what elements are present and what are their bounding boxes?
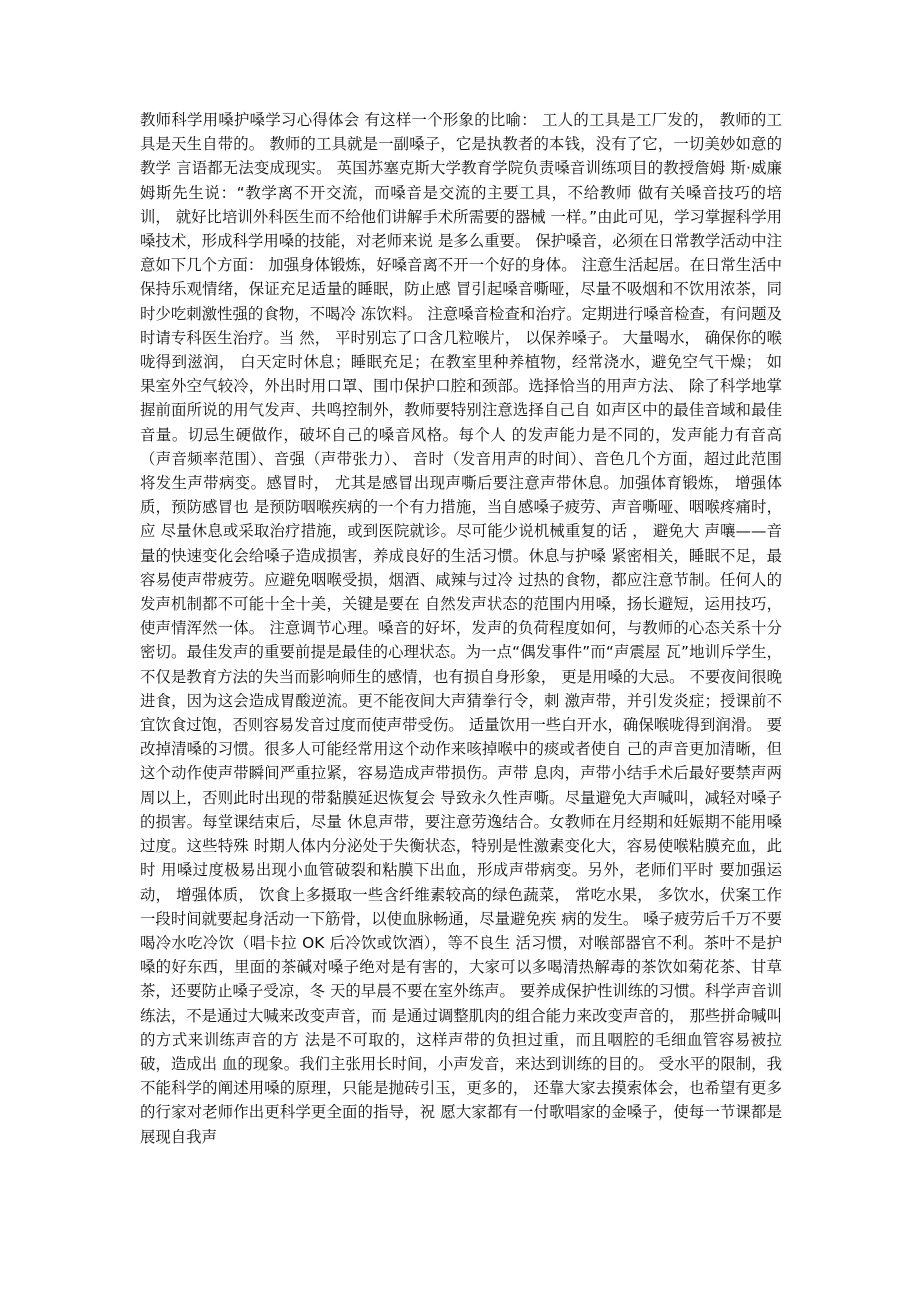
document-body-text: 教师科学用嗓护嗓学习心得体会 有这样一个形象的比喻： 工人的工具是工厂发的， 教师的工具是天生自带的。 教师的工具就是一副嗓子，它是执教者的本钱，没有了它，一切美妙如意的教学 言语都无法变成现实。 英国苏塞克斯大学教育学院负责嗓音训练项目的教授詹姆 斯·威廉姆斯先生说：“教学离不开交流，而嗓音是交流的主要工具，不给教师 做有关嗓音技巧的培训， 就好比培训外科医生而不给他们讲解手术所需要的器械 一样。”由此可见，学习掌握科学用嗓技术，形成科学用嗓的技能，对老师来说 是多么重要。 保护嗓音，必须在日常教学活动中注意如下几个方面： 加强身体锻炼，好嗓音离不开一个好的身体。 注意生活起居。在日常生活中保持乐观情绪，保证充足适量的睡眠，防止感 冒引起嗓音嘶哑，尽量不吸烟和不饮用浓茶，同时少吃刺激性强的食物，不喝冷 冻饮料。 注意嗓音检查和治疗。定期进行嗓音检查，有问题及时请专科医生治疗。当 然， 平时别忘了口含几粒喉片， 以保养嗓子。 大量喝水， 确保你的喉咙得到滋润， 白天定时休息；睡眠充足；在教室里种养植物，经常浇水，避免空气干燥； 如 果室外空气较冷，外出时用口罩、围巾保护口腔和颈部。选择恰当的用声方法、 除了科学地掌握前面所说的用气发声、共鸣控制外，教师要特别注意选择自己自 如声区中的最佳音域和最佳音量。切忌生硬做作，破坏自己的嗓音风格。每个人 的发声能力是不同的，发声能力有音高（声音频率范围）、音强（声带张力）、 音时（发音用声的时间）、音色几个方面，超过此范围将发生声带病变。感冒时， 尤其是感冒出现声嘶后要注意声带休息。加强体育锻炼， 增强体质，预防感冒也 是预防咽喉疾病的一个有力措施，当自感嗓子疲劳、声音嘶哑、咽喉疼痛时，应 尽量休息或采取治疗措施，或到医院就诊。尽可能少说机械重复的话 ， 避免大 声嚷——音量的快速变化会给嗓子造成损害，养成良好的生活习惯。休息与护嗓 紧密相关，睡眠不足，最容易使声带疲劳。应避免咽喉受损，烟酒、咸辣与过冷 过热的食物，都应注意节制。任何人的发声机制都不可能十全十美，关键是要在 自然发声状态的范围内用嗓，扬长避短，运用技巧，使声情浑然一体。 注意调节心理。嗓音的好坏，发声的负荷程度如何，与教师的心态关系十分 密切。最佳发声的重要前提是最佳的心理状态。为一点“偶发事件”而“声震屋 瓦”地训斥学生，不仅是教育方法的失当而影响师生的感情，也有损自身形象， 更是用嗓的大忌。 不要夜间很晚进食，因为这会造成胃酸逆流。更不能夜间大声猜拳行令，刺 激声带，并引发炎症；授课前不宜饮食过饱，否则容易发音过度而使声带受伤。 适量饮用一些白开水，确保喉咙得到润滑。 要改掉清嗓的习惯。很多人可能经常用这个动作来咳掉喉中的痰或者使自 己的声音更加清晰，但这个动作使声带瞬间严重拉紧，容易造成声带损伤。声带 息肉，声带小结手术后最好要禁声两周以上，否则此时出现的带黏膜延迟恢复会 导致永久性声嘶。尽量避免大声喊叫，减轻对嗓子的损害。每堂课结束后，尽量 休息声带，要注意劳逸结合。女教师在月经期和妊娠期不能用嗓过度。这些特殊 时期人体内分泌处于失衡状态，特别是性激素变化大，容易使喉粘膜充血，此时 用嗓过度极易出现小血管破裂和粘膜下出血，形成声带病变。另外，老师们平时 要加强运动， 增强体质， 饮食上多摄取一些含纤维素较高的绿色蔬菜， 常吃水果， 多饮水，伏案工作一段时间就要起身活动一下筋骨，以使血脉畅通，尽量避免疾 病的发生。 嗓子疲劳后千万不要喝冷水吃冷饮（唱卡拉 OK 后冷饮或饮酒），等不良生 活习惯，对喉部器官不利。茶叶不是护嗓的好东西，里面的茶碱对嗓子绝对是有害的，大家可以多喝清热解毒的茶饮如菊花茶、甘草茶，还要防止嗓子受凉，冬 天的早晨不要在室外练声。 要养成保护性训练的习惯。科学声音训练法，不是通过大喊来改变声音，而 是通过调整肌肉的组合能力来改变声音的， 那些拼命喊叫的方式来训练声音的方 法是不可取的，这样声带的负担过重，而且咽腔的毛细血管容易被拉破，造成出 血的现象。我们主张用长时间，小声发音，来达到训练的目的。 受水平的限制，我不能科学的阐述用嗓的原理，只能是抛砖引玉，更多的， 还靠大家去摸索体会，也希望有更多的行家对老师作出更科学更全面的指导，祝 愿大家都有一付歌唱家的金嗓子，使每一节课都是展现自我声 [140, 111, 782, 1146]
